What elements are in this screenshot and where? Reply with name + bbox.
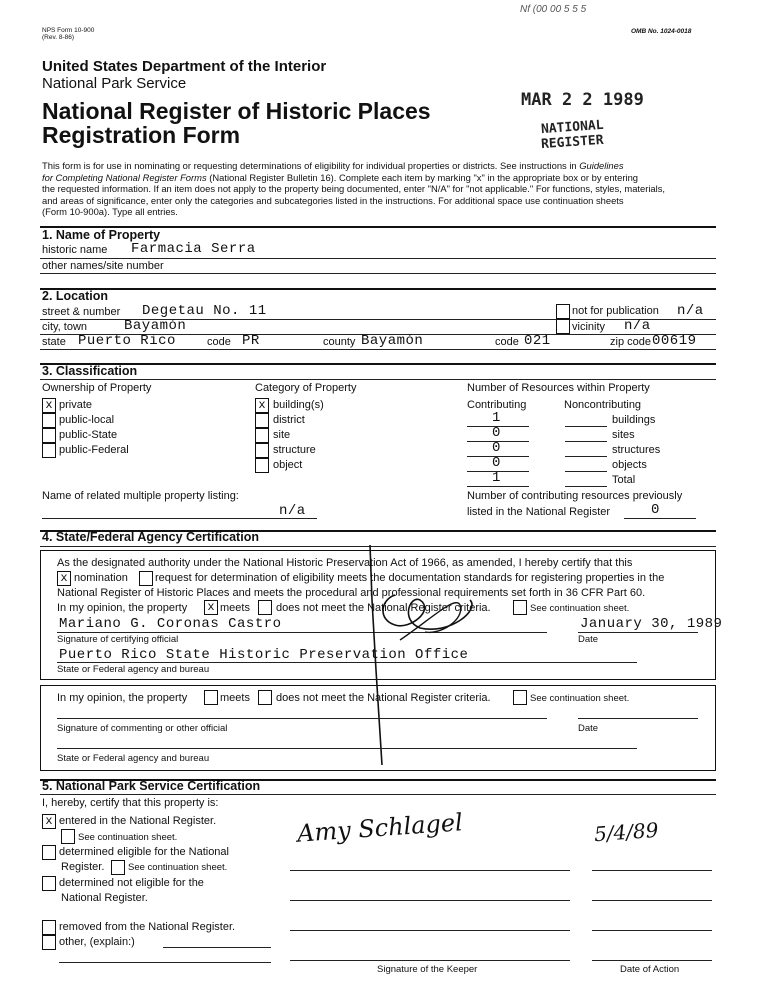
field-rule: [57, 718, 547, 719]
private-checkbox[interactable]: x: [42, 398, 56, 413]
determined-not-eligible-checkbox[interactable]: [42, 876, 56, 891]
entered-continuation-label: See continuation sheet.: [78, 832, 178, 843]
entered-label: entered in the National Register.: [59, 815, 217, 827]
field-rule: [290, 930, 570, 931]
instructions: [42, 160, 722, 218]
field-rule: [40, 379, 716, 380]
previously-listed-label-1: Number of contributing resources previously: [467, 490, 683, 502]
section3-heading: 3. Classification: [42, 364, 138, 378]
buildings-checkbox[interactable]: x: [255, 398, 269, 413]
state-value[interactable]: Puerto Rico: [78, 333, 176, 349]
agency-value[interactable]: Puerto Rico State Historic Preservation Office: [59, 647, 469, 663]
county-code-label: code: [495, 336, 519, 348]
not-for-publication-label: not for publication: [572, 305, 659, 317]
contributing-objects[interactable]: 0: [492, 455, 501, 471]
removed-label: removed from the National Register.: [59, 921, 236, 933]
continuation-sheet2-checkbox[interactable]: [513, 690, 527, 705]
public-state-label: public-State: [59, 429, 118, 441]
form-number: NPS Form 10-900: [42, 27, 95, 34]
section2-heading: 2. Location: [42, 289, 108, 303]
district-checkbox[interactable]: [255, 413, 269, 428]
contributing-total[interactable]: 1: [492, 470, 501, 486]
instructions-line1: This form is for use in nominating or requesting determinations of eligibility for individual properties or districts. See instructions in: [42, 160, 580, 171]
eligible-continuation-checkbox[interactable]: [111, 860, 125, 875]
field-rule: [592, 870, 712, 871]
previously-listed-label-2: listed in the National Register: [467, 506, 611, 518]
does-not-meet-checkbox[interactable]: [258, 600, 272, 615]
structure-label: structure: [273, 444, 316, 456]
agency-label: State or Federal agency and bureau: [57, 664, 210, 675]
street-label: street & number: [42, 306, 121, 318]
other-checkbox[interactable]: [42, 935, 56, 950]
instructions-line5: (Form 10-900a). Type all entries.: [42, 206, 178, 217]
field-rule: [592, 930, 712, 931]
other-names-label: other names/site number: [42, 260, 164, 272]
determined-eligible-checkbox[interactable]: [42, 845, 56, 860]
entered-checkbox[interactable]: x: [42, 814, 56, 829]
nomination-checkbox[interactable]: x: [57, 571, 71, 586]
opinion-label: In my opinion, the property: [57, 602, 188, 614]
date-of-action-label: Date of Action: [620, 964, 680, 975]
determined-not-eligible-label-2: National Register.: [61, 892, 148, 904]
certifying-official-name[interactable]: Mariano G. Coronas Castro: [59, 616, 282, 632]
determined-eligible-label-2: Register.: [61, 861, 105, 873]
determined-eligible-label-1: determined eligible for the National: [59, 846, 229, 858]
field-rule: [40, 273, 716, 274]
keeper-signature-label: Signature of the Keeper: [377, 964, 478, 975]
previously-listed-value[interactable]: 0: [651, 502, 660, 518]
noncontributing-header: Noncontributing: [564, 399, 642, 411]
site-label: site: [273, 429, 291, 441]
field-rule: [290, 960, 570, 961]
section-divider: [40, 288, 716, 290]
other-label: other, (explain:): [59, 936, 135, 948]
field-rule: [578, 632, 698, 633]
multiple-property-value[interactable]: n/a: [279, 503, 306, 519]
does-not-meet2-label: does not meet the National Register criteria.: [276, 692, 491, 704]
ownership-title: Ownership of Property: [42, 382, 152, 394]
field-rule: [59, 962, 271, 963]
service-name: National Park Service: [42, 75, 187, 92]
total-row-label: Total: [612, 474, 636, 486]
removed-checkbox[interactable]: [42, 920, 56, 935]
commenting-signature-label: Signature of commenting or other official: [57, 723, 228, 734]
stamp-register: REGISTER: [540, 132, 605, 153]
nps-intro: I, hereby, certify that this property is:: [42, 797, 219, 809]
category-title: Category of Property: [255, 382, 357, 394]
zip-label: zip code: [610, 336, 651, 348]
keeper-signature: Amy Schlagel: [296, 808, 464, 848]
form-title-line1: National Register of Historic Places: [42, 98, 431, 124]
certification-date[interactable]: January 30, 1989: [580, 616, 723, 632]
field-rule: [163, 947, 271, 948]
determined-not-eligible-label-1: determined not eligible for the: [59, 877, 204, 889]
vicinity-checkbox[interactable]: [556, 319, 570, 334]
multiple-property-label: Name of related multiple property listing:: [42, 490, 239, 502]
commenting-agency-label: State or Federal agency and bureau: [57, 753, 210, 764]
field-rule: [565, 426, 607, 427]
county-value[interactable]: Bayamón: [361, 333, 424, 349]
public-local-label: public-local: [59, 414, 115, 426]
signature-certifying-label: Signature of certifying official: [57, 634, 179, 645]
private-label: private: [59, 399, 93, 411]
field-rule: [578, 718, 698, 719]
cert-line2: request for determination of eligibility meets the documentation standards for registering properties in the: [155, 572, 665, 584]
section-divider: [40, 363, 716, 365]
structures-row-label: structures: [612, 444, 661, 456]
field-rule: [565, 441, 607, 442]
does-not-meet-label: does not meet the National Register criteria.: [276, 602, 491, 614]
omb-number: OMB No. 1024-0018: [631, 28, 692, 35]
county-code-value[interactable]: 021: [524, 333, 551, 349]
instructions-guidelines-title: for Completing National Register Forms: [42, 171, 207, 183]
form-title-line2: Registration Form: [42, 122, 241, 148]
instructions-line4: and areas of significance, enter only the categories and subcategories listed in the instructions. For additional space use continuation sheets: [42, 194, 624, 206]
determination-request-checkbox[interactable]: [139, 571, 153, 586]
field-rule: [40, 258, 716, 259]
cert-line3: National Register of Historic Places and meets the procedural and professional requirements set forth in 36 CFR Part 60.: [57, 587, 646, 599]
meets-checkbox[interactable]: x: [204, 600, 218, 615]
contributing-sites[interactable]: 0: [492, 425, 501, 441]
contributing-structures[interactable]: 0: [492, 440, 501, 456]
section4-heading: 4. State/Federal Agency Certification: [42, 530, 259, 544]
resources-title: Number of Resources within Property: [467, 382, 650, 394]
field-rule: [565, 456, 607, 457]
not-for-publication-checkbox[interactable]: [556, 304, 570, 319]
state-code-value[interactable]: PR: [242, 333, 260, 349]
field-rule: [624, 518, 696, 519]
opinion2-label: In my opinion, the property: [57, 692, 188, 704]
public-federal-checkbox[interactable]: [42, 443, 56, 458]
instructions-line3: the requested information. If an item does not apply to the property being documented, enter "N/A" for "not applicable." For functions, styles, materials,: [42, 183, 666, 194]
public-state-checkbox[interactable]: [42, 428, 56, 443]
not-for-publication-value[interactable]: n/a: [677, 303, 704, 319]
instructions-line2: (National Register Bulletin 16). Complete each item by marking "x" in the appropriate box or by entering: [206, 171, 639, 183]
state-label: state: [42, 336, 66, 348]
does-not-meet2-checkbox[interactable]: [258, 690, 272, 705]
field-rule: [565, 471, 607, 472]
field-rule: [565, 486, 607, 487]
meets2-label: meets: [220, 692, 250, 704]
received-stamp-date: MAR 2 2 1989: [521, 90, 644, 110]
historic-name-value[interactable]: Farmacia Serra: [131, 241, 256, 257]
meets2-checkbox[interactable]: [204, 690, 218, 705]
nomination-label: nomination: [74, 572, 128, 584]
entered-continuation-checkbox[interactable]: [61, 829, 75, 844]
action-date-value: 5/4/89: [593, 817, 660, 847]
date-label: Date: [578, 634, 599, 645]
field-rule: [467, 486, 529, 487]
object-checkbox[interactable]: [255, 458, 269, 473]
handwritten-annotation: Nf (00 00 5 5 5: [520, 4, 587, 15]
district-label: district: [273, 414, 305, 426]
city-label: city, town: [42, 321, 88, 333]
zip-value[interactable]: 00619: [652, 333, 697, 349]
public-local-checkbox[interactable]: [42, 413, 56, 428]
historic-name-label: historic name: [42, 244, 108, 256]
vicinity-value[interactable]: n/a: [624, 318, 651, 334]
contributing-buildings[interactable]: 1: [492, 410, 501, 426]
buildings-label: building(s): [273, 399, 324, 411]
continuation-sheet2-label: See continuation sheet.: [530, 693, 630, 704]
vicinity-label: vicinity: [572, 321, 606, 333]
state-code-label: code: [207, 336, 231, 348]
field-rule: [290, 900, 570, 901]
city-value[interactable]: Bayamón: [124, 318, 187, 334]
public-federal-label: public-Federal: [59, 444, 129, 456]
buildings-row-label: buildings: [612, 414, 656, 426]
field-rule: [40, 794, 716, 795]
street-value[interactable]: Degetau No. 11: [142, 303, 267, 319]
field-rule: [592, 900, 712, 901]
department-name: United States Department of the Interior: [42, 58, 327, 75]
field-rule: [290, 870, 570, 871]
continuation-sheet-label: See continuation sheet.: [530, 603, 630, 614]
field-rule: [592, 960, 712, 961]
section1-heading: 1. Name of Property: [42, 228, 161, 242]
cert-line1: As the designated authority under the National Historic Preservation Act of 1966, as amended, I hereby certify that this: [57, 557, 633, 569]
section5-heading: 5. National Park Service Certification: [42, 779, 261, 793]
eligible-continuation-label: See continuation sheet.: [128, 862, 228, 873]
objects-row-label: objects: [612, 459, 647, 471]
field-rule: [42, 518, 317, 519]
object-label: object: [273, 459, 303, 471]
site-checkbox[interactable]: [255, 428, 269, 443]
field-rule: [40, 349, 716, 350]
commenting-date-label: Date: [578, 723, 599, 734]
contributing-header: Contributing: [467, 399, 527, 411]
county-label: county: [323, 336, 356, 348]
instructions-guidelines: Guidelines: [579, 160, 624, 171]
form-revision: (Rev. 8-86): [42, 34, 75, 41]
stamp-national: NATIONAL: [540, 117, 605, 138]
sites-row-label: sites: [612, 429, 635, 441]
field-rule: [57, 748, 637, 749]
structure-checkbox[interactable]: [255, 443, 269, 458]
meets-label: meets: [220, 602, 250, 614]
